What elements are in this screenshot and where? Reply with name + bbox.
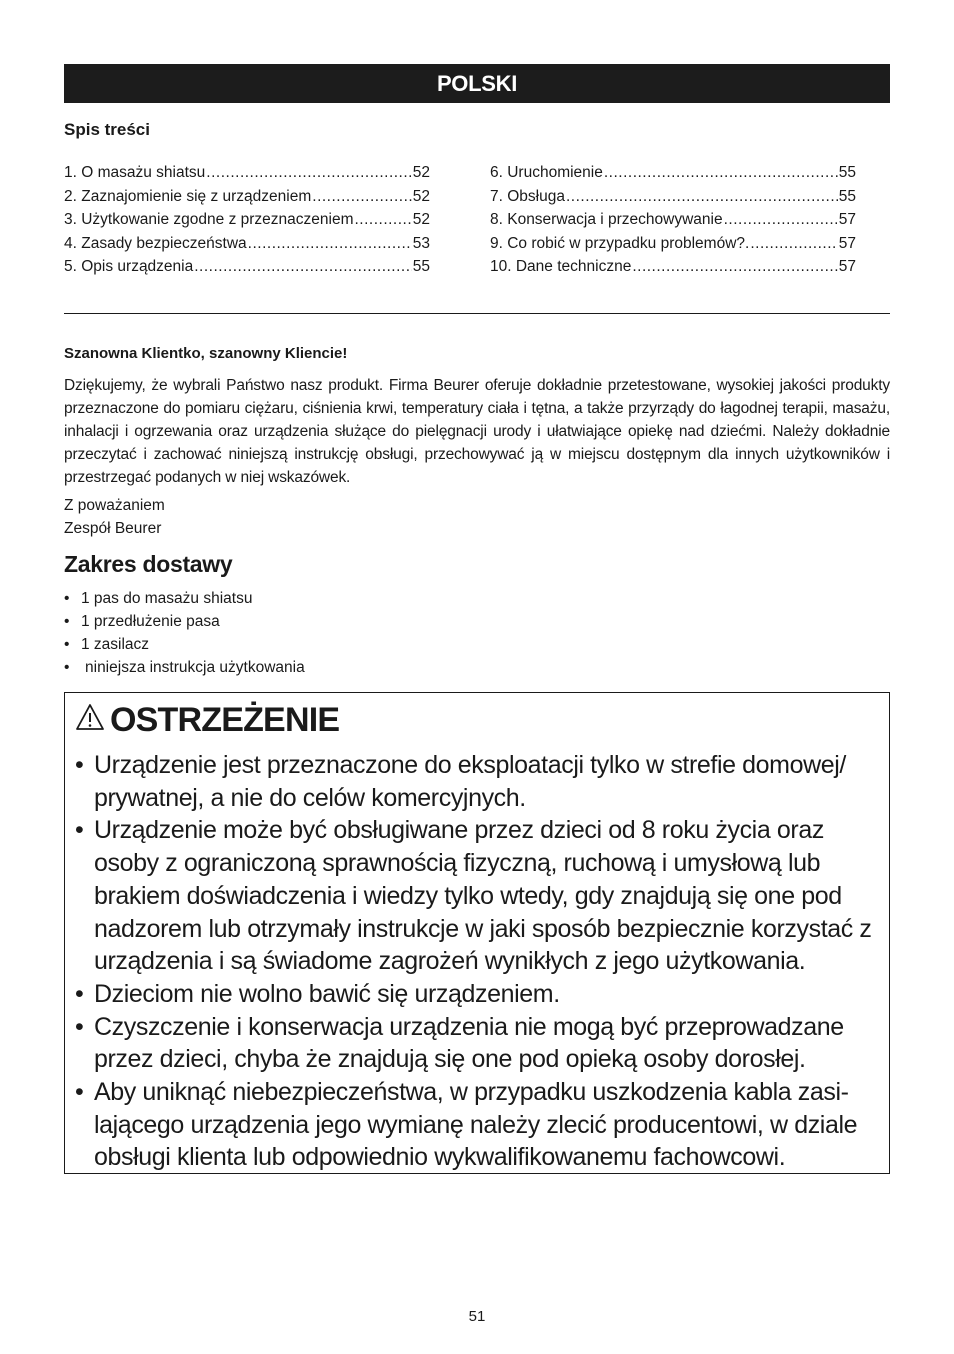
toc-left-column: [64, 161, 430, 279]
toc-title: Spis treści: [64, 120, 150, 139]
warning-title: [75, 701, 339, 740]
list-item: • niniejsza instrukcja użytkowania: [64, 659, 305, 676]
toc-entry[interactable]: 3. Użytkowanie zgodne z przeznaczeniem ..... 52: [64, 208, 430, 232]
list-item: • 1 przedłużenie pasa: [64, 613, 220, 630]
toc-entry[interactable]: 5. Opis urządzenia ..... 55: [64, 255, 430, 279]
warning-title-text: OSTRZEŻENIE: [110, 701, 340, 739]
toc-entry[interactable]: 4. Zasady bezpieczeństwa ..... 53: [64, 232, 430, 256]
warning-triangle-icon: [75, 701, 110, 740]
section-divider: [64, 313, 890, 314]
list-item: • 1 zasilacz: [64, 636, 150, 653]
warning-item: • Czyszczenie i konserwacja urządzenia nie mogą być przeprowadzane przez dzieci, chyba że znajdują się one pod opieką osoby dorosłej.: [75, 1012, 844, 1074]
page-number: 51: [468, 1308, 486, 1325]
toc-entry[interactable]: 10. Dane techniczne ..... 57: [490, 255, 856, 279]
warning-item: • Dzieciom nie wolno bawić się urządzeniem.: [75, 979, 560, 1008]
toc-entry[interactable]: 2. Zaznajomienie się z urządzeniem ..... 52: [64, 185, 430, 209]
delivery-heading: Zakres dostawy: [64, 551, 233, 577]
list-item: • 1 pas do masażu shiatsu: [64, 590, 253, 607]
warning-box: [64, 692, 890, 1174]
toc-entry[interactable]: 8. Konserwacja i przechowywanie ..... 57: [490, 208, 856, 232]
toc-entry[interactable]: 1. O masażu shiatsu ..... 52: [64, 161, 430, 185]
warning-list: [75, 749, 881, 1174]
signature-line: Zespół Beurer: [64, 520, 162, 537]
intro-paragraph: Dziękujemy, że wybrali Państwo nasz produkt. Firma Beurer oferuje dokładnie przetestowane, wysokiej jakości produkty przeznaczone do pomiaru ciężaru, ciśnienia krwi, temperatury ciała i tętna, a także przyrządy do łagodnej terapii, masażu, inhalacji i ogrzewania oraz urządzenia służące do pielęgnacji urody i ułatwiające opiekę nad dziećmi. Należy dokładnie przeczytać i zachować niniejszą instrukcję obsługi, przechowywać ją w miejscu dostępnym dla innych użytkowników i przestrzegać podanych w niej wskazówek.: [64, 377, 890, 486]
toc-entry[interactable]: 6. Uruchomienie ..... 55: [490, 161, 856, 185]
signature-line: Z poważaniem: [64, 497, 165, 514]
language-label: POLSKI: [436, 70, 518, 96]
signature: [64, 494, 165, 540]
greeting: Szanowna Klientko, szanowny Kliencie!: [64, 345, 348, 362]
toc-entry[interactable]: 7. Obsługa ..... 55: [490, 185, 856, 209]
toc-entry[interactable]: 9. Co robić w przypadku problemów?. ..... 57: [490, 232, 856, 256]
language-header: [64, 64, 890, 103]
delivery-list: [64, 587, 305, 679]
toc-right-column: [490, 161, 856, 279]
warning-item: • Urządzenie jest przeznaczone do eksploatacji tylko w strefie domowej/ prywatnej, a nie do celów komercyjnych.: [75, 751, 846, 812]
warning-item: • Urządzenie może być obsługiwane przez dzieci od 8 roku życia oraz osoby z ograniczoną sprawnością fizyczną, ruchową i umysłową lub brakiem doświadczenia i wiedzy tylko wtedy, gdy znajdują się one pod nadzorem lub otrzymały instrukcje w jaki sposób bezpiecznie korzystać z urządzenia i są świadome zagrożeń wynikłych z jego użytkowania.: [75, 816, 872, 976]
warning-item: • Aby uniknąć niebezpieczeństwa, w przypadku uszkodzenia kabla zasi-lającego urządzenia jego wymianę należy zlecić producentowi, w dziale obsługi klienta lub odpowiednio wykwalifikowanemu fachowcowi.: [75, 1078, 858, 1172]
